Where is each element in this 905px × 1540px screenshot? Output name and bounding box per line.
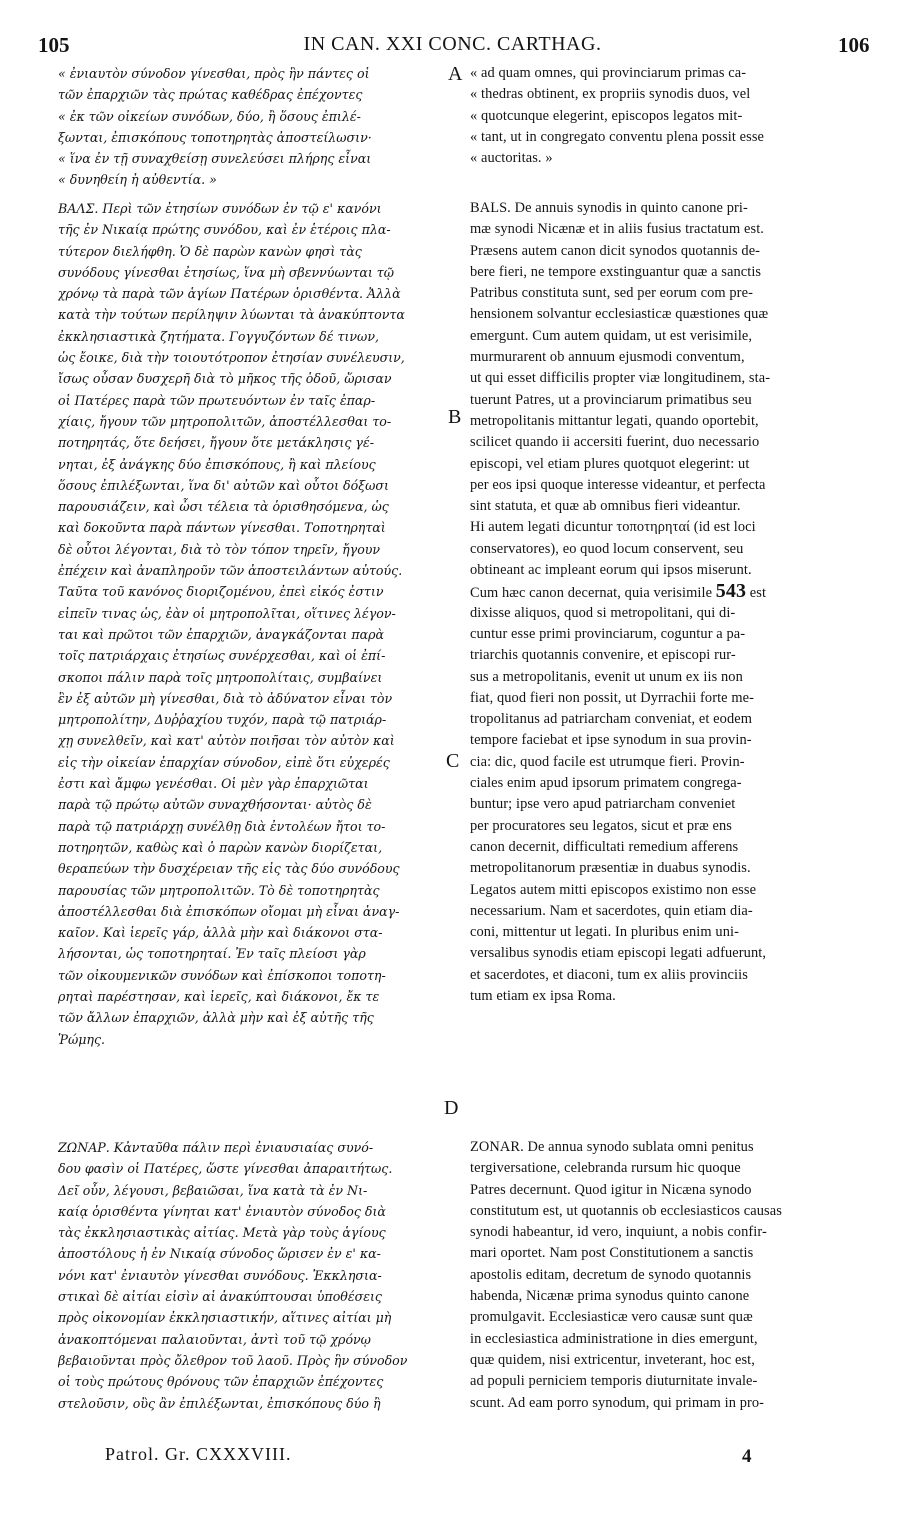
latin-balsamon-line: sint statuta, et quæ ab omnibus fieri videantur. [470, 498, 741, 515]
greek-balsamon-line: χίαις, ἤγουν τῶν μητροπολιτῶν, ἀποστέλλεσθαι το- [58, 413, 392, 429]
greek-balsamon-line: ὅσους ἐπιλέξωνται, ἵνα δι' αὐτῶν καὶ οὗτοι δόξωσι [58, 477, 389, 493]
running-header [0, 33, 905, 59]
page-number-right: 106 [838, 33, 870, 57]
greek-balsamon-line: οἱ Πατέρες παρὰ τῶν πρωτευόντων ἐν ταῖς ἐπαρ- [58, 392, 376, 408]
footer-signature-mark: 4 [742, 1446, 752, 1467]
greek-balsamon-line: μητροπολίτην, Δυῤῥαχίου τυχόν, παρὰ τῷ πατριάρ- [58, 712, 387, 728]
greek-balsamon-line: ἐκκλησιαστικὰ ζητήματα. Γογγυζόντων δέ τινων, [58, 328, 379, 344]
latin-balsamon-line: buntur; ipse vero apud patriarcham conveniet [470, 796, 736, 813]
latin-balsamon-line: metropolitanis mittantur legati, quando oportebit, [470, 412, 759, 429]
greek-balsamon-line: ἴσως οὖσαν δυσχερῆ διὰ τὸ μῆκος τῆς ὁδοῦ, ὥρισαν [58, 371, 392, 387]
latin-zonaras-line: promulgavit. Ecclesiasticæ vero causæ sunt quæ [470, 1309, 753, 1326]
greek-zonaras-line: στικαὶ δὲ αἰτίαι εἰσὶν αἱ ἀνακύπτουσαι ὑποθέσεις [58, 1289, 382, 1305]
column-marker-number: 543 [715, 581, 747, 603]
margin-letter-b: B [448, 406, 462, 428]
page-number-left: 105 [38, 33, 70, 57]
greek-balsamon-line: εἰπεῖν τινας ὡς, ἐὰν οἱ μητροπολῖται, οἵτινες λέγον- [58, 605, 396, 621]
latin-balsamon-line: sus a metropolitanis, evenit ut unum ex iis non [470, 668, 743, 685]
greek-balsamon-line: τῶν οἰκουμενικῶν συνόδων καὶ ἐπίσκοποι τοποτη- [58, 967, 386, 983]
latin-balsamon-line: ut qui esset difficilis propter viæ longitudinem, sta- [470, 370, 771, 387]
latin-zonaras-line: synodi habeantur, id vero, inquiunt, a nobis confir- [470, 1224, 767, 1241]
greek-canon-line: ξωνται, ἐπισκόπους τοποτηρητὰς ἀποστείλωσιν· [58, 129, 372, 145]
latin-zonaras-line: quæ quidem, nisi extricentur, inveterant, hoc est, [470, 1351, 755, 1368]
greek-canon-line: « δυνηθείη ἡ αὐθεντία. » [58, 172, 217, 188]
greek-balsamon-line: ρηταὶ παρέστησαν, καὶ ἱερεῖς, καὶ διάκονοι, ἔκ τε [58, 988, 380, 1004]
greek-zonaras-line: νόνι κατ' ἐνιαυτὸν γίνεσθαι συνόδους. Ἐκκλησια- [58, 1267, 382, 1283]
greek-zonaras-line: ἀποστόλους ἡ ἐν Νικαίᾳ σύνοδος ὥρισεν ἐν ε' κα- [58, 1246, 381, 1262]
greek-balsamon-line: ἓν ἐξ αὐτῶν μὴ γίνεσθαι, διὰ τὸ ἀδύνατον εἶναι τὸν [58, 690, 393, 706]
latin-balsamon-line: hensionem solvantur ecclesiasticæ quæstiones quæ [470, 306, 769, 323]
greek-balsamon-line: λήσονται, ὡς τοποτηρηταί. Ἐν ταῖς πλείοσι γὰρ [58, 946, 366, 962]
latin-zonaras-line: constitutum est, ut quotannis ob ecclesiasticos causas [470, 1202, 782, 1219]
greek-balsamon-commentary [58, 198, 442, 1050]
latin-balsamon-line: cuntur esse primi provinciarum, coguntur a pa- [470, 625, 746, 642]
latin-balsamon-line: tempore faciebat et ipse synodum in sua provin- [470, 732, 752, 749]
latin-balsamon-line: ciales enim apud ipsorum primatem congrega- [470, 775, 742, 792]
footer-volume-reference: Patrol. Gr. CXXXVIII. [105, 1444, 292, 1464]
greek-balsamon-line: ται καὶ πρῶτοι τῶν ἐπαρχιῶν, ἀναγκάζονται παρὰ [58, 626, 385, 642]
latin-canon-line: « tant, ut in congregato conventu plena possit esse [470, 128, 765, 145]
latin-balsamon-line: scilicet quando ii accersiti fuerint, duo necessario [470, 434, 760, 451]
latin-canon-line: « auctoritas. » [470, 150, 553, 167]
latin-balsamon-line: necessarium. Nam et sacerdotes, quin etiam dia- [470, 902, 753, 919]
greek-zonaras-line: βεβαιοῦνται πρὸς ὄλεθρον τοῦ λαοῦ. Πρὸς ἣν σύνοδον [58, 1352, 408, 1368]
latin-balsamon-line: BALS. De annuis synodis in quinto canone pri- [470, 200, 748, 216]
greek-canon-line: « ἐνιαυτὸν σύνοδον γίνεσθαι, πρὸς ἣν πάντες οἱ [58, 66, 370, 81]
greek-balsamon-line: ἀποστέλλεσθαι διὰ ἐπισκόπων οἴομαι μὴ εἶναι ἀναγ- [58, 903, 400, 919]
margin-letter-c: C [446, 750, 460, 772]
latin-zonaras-line: ZONAR. De annua synodo sublata omni penitus [470, 1139, 754, 1155]
latin-balsamon-line: versalibus synodis etiam episcopi legati adfuerunt, [470, 945, 767, 962]
greek-balsamon-line: κατὰ τὴν τούτων περίληψιν λύωνται τὰ ἀνακύπτοντα [58, 307, 405, 323]
margin-letter-d: D [444, 1097, 459, 1119]
greek-zonaras-line: τὰς ἐκκλησιαστικὰς αἰτίας. Μετὰ γὰρ τοὺς ἁγίους [58, 1225, 386, 1241]
latin-balsamon-line: emergunt. Cum autem quidam, ut est verisimile, [470, 327, 753, 344]
greek-zonaras-line: δου φασὶν οἱ Πατέρες, ὥστε γίνεσθαι ἀπαραιτήτως. [58, 1161, 393, 1177]
latin-balsamon-line: Præsens autem canon dicit synodos quotannis de- [470, 242, 761, 259]
greek-balsamon-line: νηται, ἐξ ἀνάγκης δύο ἐπισκόπους, ἢ καὶ πλείους [58, 456, 376, 472]
latin-balsamon-line: coni, mittentur ut legati. In pluribus enim uni- [470, 924, 739, 941]
latin-balsamon-line: tropolitanus ad patriarcham conveniat, et eodem [470, 711, 753, 728]
greek-balsamon-line: ΒΑΛΣ. Περὶ τῶν ἐτησίων συνόδων ἐν τῷ ε' κανόνι [58, 201, 382, 216]
latin-balsamon-line: cia: dic, quod facile est utrumque fieri. Provin- [470, 753, 745, 770]
greek-balsamon-line: συνόδους γίνεσθαι ἐτησίως, ἵνα μὴ σβεννύωνται τῷ [58, 264, 395, 280]
greek-balsamon-line: ὡς ἔοικε, διὰ τὴν τοιουτότροπον ἐτησίαν συνέλευσιν, [58, 350, 405, 366]
latin-balsamon-line: mæ synodi Nicænæ et in aliis fusius tractatum est. [470, 221, 764, 238]
margin-letter-a: A [448, 63, 463, 85]
greek-balsamon-line: ἐπέχειν καὶ ἀναπληροῦν τῶν ἀποστειλάντων αὐτούς. [58, 563, 403, 579]
latin-zonaras-line: in ecclesiastica administratione in dies emergunt, [470, 1330, 758, 1347]
greek-balsamon-line: παρουσιάζειν, καὶ ὦσι τέλεια τὰ ὁρισθησόμενα, ὡς [58, 499, 389, 515]
greek-balsamon-line: Ταῦτα τοῦ κανόνος διοριζομένου, ἐπεὶ εἰκός ἐστιν [58, 584, 384, 600]
greek-balsamon-line: ποτηρητῶν, καθὼς καὶ ὁ παρὼν κανὼν διορίζεται, [58, 839, 383, 855]
latin-balsamon-line: metropolitanorum præsentiæ in duabus synodis. [470, 860, 751, 877]
greek-balsamon-line: ἐστι καὶ ἄμφω γενέσθαι. Οἱ μὲν γὰρ ἐπαρχιῶται [58, 776, 369, 792]
greek-zonaras-line: καίᾳ ὁρισθέντα γίνηται κατ' ἐνιαυτὸν σύνοδος διὰ [58, 1203, 386, 1219]
greek-balsamon-line: ποτηρητάς, ὅτε δεήσει, ἤγουν ὅτε μετάκλησις γέ- [58, 435, 374, 451]
latin-balsamon-line: Patribus constituta sunt, sed per eorum com pre- [470, 285, 753, 302]
latin-balsamon-line: triarchis quotannis convenire, et episcopi rur- [470, 647, 736, 664]
greek-balsamon-line: παρὰ τῷ πατριάρχῃ συνέλθῃ διὰ ἐντολέων ἤτοι το- [58, 818, 386, 834]
latin-balsamon-line: Legatos autem mitti episcopos existimo non esse [470, 881, 757, 898]
latin-zonaras-line: apostolis editam, decretum de synodo quotannis [470, 1266, 752, 1283]
greek-balsamon-line: παρὰ τῷ πρώτῳ αὐτῶν συναχθήσονται· αὐτὸς δὲ [58, 797, 372, 813]
greek-balsamon-line: χῃ συνελθεῖν, καὶ κατ' αὐτὸν ποιῆσαι τὸν αὐτὸν καὶ [58, 733, 395, 749]
latin-balsamon-line: canon decernit, difficultati remedium afferens [470, 838, 739, 855]
greek-balsamon-line: καὶ δοκοῦντα παρὰ πάντων γίνεσθαι. Τοποτηρηταὶ [58, 520, 386, 536]
greek-balsamon-line: παρουσίας τῶν μητροπολιτῶν. Τὸ δὲ τοποτηρητὰς [58, 882, 380, 898]
latin-zonaras-line: ad populi perniciem temporis diuturnitate invale- [470, 1373, 758, 1390]
latin-balsamon-line: tum etiam ex ipsa Roma. [470, 987, 616, 1004]
greek-canon-line: « ἵνα ἐν τῇ συναχθείσῃ συνελεύσει πλήρης εἶναι [58, 151, 372, 167]
latin-balsamon-line: Cum hæc canon decernat, quia verisimile 543 est [470, 581, 767, 603]
latin-zonaras-line: mari oportet. Nam post Constitutionem a sanctis [470, 1245, 754, 1262]
greek-balsamon-line: δὲ οὗτοι λέγονται, διὰ τὸ τὸν τόπον τηρεῖν, ἤγουν [58, 541, 381, 557]
latin-canon-line: « thedras obtinent, ex propriis synodis duos, vel [470, 86, 751, 103]
greek-balsamon-line: Ῥώμης. [58, 1031, 106, 1047]
greek-canon-line: τῶν ἐπαρχιῶν τὰς πρώτας καθέδρας ἐπέχοντες [58, 87, 363, 103]
latin-canon-text [470, 63, 870, 169]
latin-balsamon-line: murmurarent ob annuum ejusmodi conventum, [470, 349, 745, 366]
latin-balsamon-line: tuerunt Patres, ut a provinciarum primatibus seu [470, 391, 752, 408]
latin-balsamon-line: et sacerdotes, et diaconi, tum ex aliis provinciis [470, 966, 748, 983]
greek-canon-line: « ἐκ τῶν οἰκείων συνόδων, δύο, ἢ ὅσους ἐπιλέ- [58, 108, 361, 124]
latin-zonaras-line: habenda, Nicænæ prima synodus quinto canone [470, 1288, 750, 1305]
latin-balsamon-line: obtineant ac impleant eorum qui ipsos miserunt. [470, 562, 752, 579]
greek-zonaras-line: Δεῖ οὖν, λέγουσι, βεβαιῶσαι, ἵνα κατὰ τὰ ἐν Νι- [58, 1182, 368, 1198]
greek-balsamon-line: τοῖς πατριάρχαις ἐτησίως συνέρχεσθαι, καὶ οἱ ἐπί- [58, 648, 386, 664]
latin-balsamon-line: per eos ipsi quoque interesse videantur, et perfecta [470, 476, 766, 493]
latin-canon-line: « quotcunque elegerint, episcopos legatos mit- [470, 107, 743, 124]
greek-zonaras-line: ἀνακοπτόμεναι παλαιοῦνται, ἀντὶ τοῦ τῷ χρόνῳ [58, 1331, 371, 1347]
latin-balsamon-line: Hi autem legati dicuntur τοποτηρηταί (id est loci [470, 519, 756, 536]
greek-balsamon-line: τύτερον διελήφθη. Ὁ δὲ παρὼν κανὼν φησὶ τὰς [58, 243, 362, 259]
greek-balsamon-line: τῆς ἐν Νικαίᾳ πρώτης συνόδου, καὶ ἐν ἑτέροις πλα- [58, 222, 391, 238]
running-title: IN CAN. XXI CONC. CARTHAG. [303, 33, 602, 55]
greek-balsamon-line: χρόνῳ τὰ παρὰ τῶν ἁγίων Πατέρων ὁρισθέντα. Ἀλλὰ [58, 286, 401, 302]
latin-balsamon-line: fiat, quod fieri non possit, ut Dyrrachii forte me- [470, 689, 755, 706]
latin-balsamon-line: per procuratores seu legatos, sicut et præ ens [470, 817, 732, 834]
latin-balsamon-line: dixisse aliquos, quod si metropolitani, qui di- [470, 604, 736, 621]
greek-zonaras-line: ΖΩΝΑΡ. Κἀνταῦθα πάλιν περὶ ἐνιαυσιαίας συνό- [58, 1140, 374, 1155]
greek-zonaras-line: πρὸς οἰκονομίαν ἐκκλησιαστικήν, αἵτινες αἰτίαι μὴ [58, 1310, 392, 1326]
latin-balsamon-line: episcopi, vel etiam plures quotquot elegerint: ut [470, 455, 750, 472]
greek-balsamon-line: καῖον. Καὶ ἱερεῖς γάρ, ἀλλὰ μὴν καὶ διάκονοι στα- [58, 925, 383, 941]
latin-balsamon-line: bere fieri, ne tempore exstinguantur quæ a sanctis [470, 263, 762, 280]
greek-zonaras-line: στελοῦσιν, οὓς ἂν ἐπιλέξωνται, ἐπισκόπους δύο ἢ [58, 1395, 381, 1411]
latin-canon-line: « ad quam omnes, qui provinciarum primas ca- [470, 65, 747, 81]
latin-balsamon-line: conservatores), eo quod locum conservent, seu [470, 540, 744, 557]
latin-zonaras-line: scunt. Ad eam porro synodum, qui primam in pro- [470, 1394, 765, 1411]
latin-zonaras-commentary [470, 1137, 870, 1414]
greek-balsamon-line: σκοποι πάλιν παρὰ τοῖς μητροπολίταις, συμβαίνει [58, 669, 383, 685]
greek-canon-text [58, 63, 454, 191]
greek-zonaras-commentary [58, 1137, 442, 1414]
greek-balsamon-line: θεραπεύων τὴν δυσχέρειαν τῆς εἰς τὰς δύο συνόδους [58, 861, 400, 877]
latin-zonaras-line: Patres decernunt. Quod igitur in Nicæna synodo [470, 1181, 752, 1198]
latin-balsamon-commentary [470, 198, 870, 1007]
greek-balsamon-line: τῶν ἄλλων ἐπαρχιῶν, ἀλλὰ μὴν καὶ ἐξ αὐτῆς τῆς [58, 1010, 374, 1026]
greek-zonaras-line: οἱ τοὺς πρώτους θρόνους τῶν ἐπαρχιῶν ἐπέχοντες [58, 1374, 384, 1390]
greek-balsamon-line: εἰς τὴν οἰκείαν ἐπαρχίαν σύνοδον, εἰπὲ ὅτι εὐχερές [58, 754, 390, 770]
latin-zonaras-line: tergiversatione, celebranda rursum hic quoque [470, 1160, 741, 1177]
